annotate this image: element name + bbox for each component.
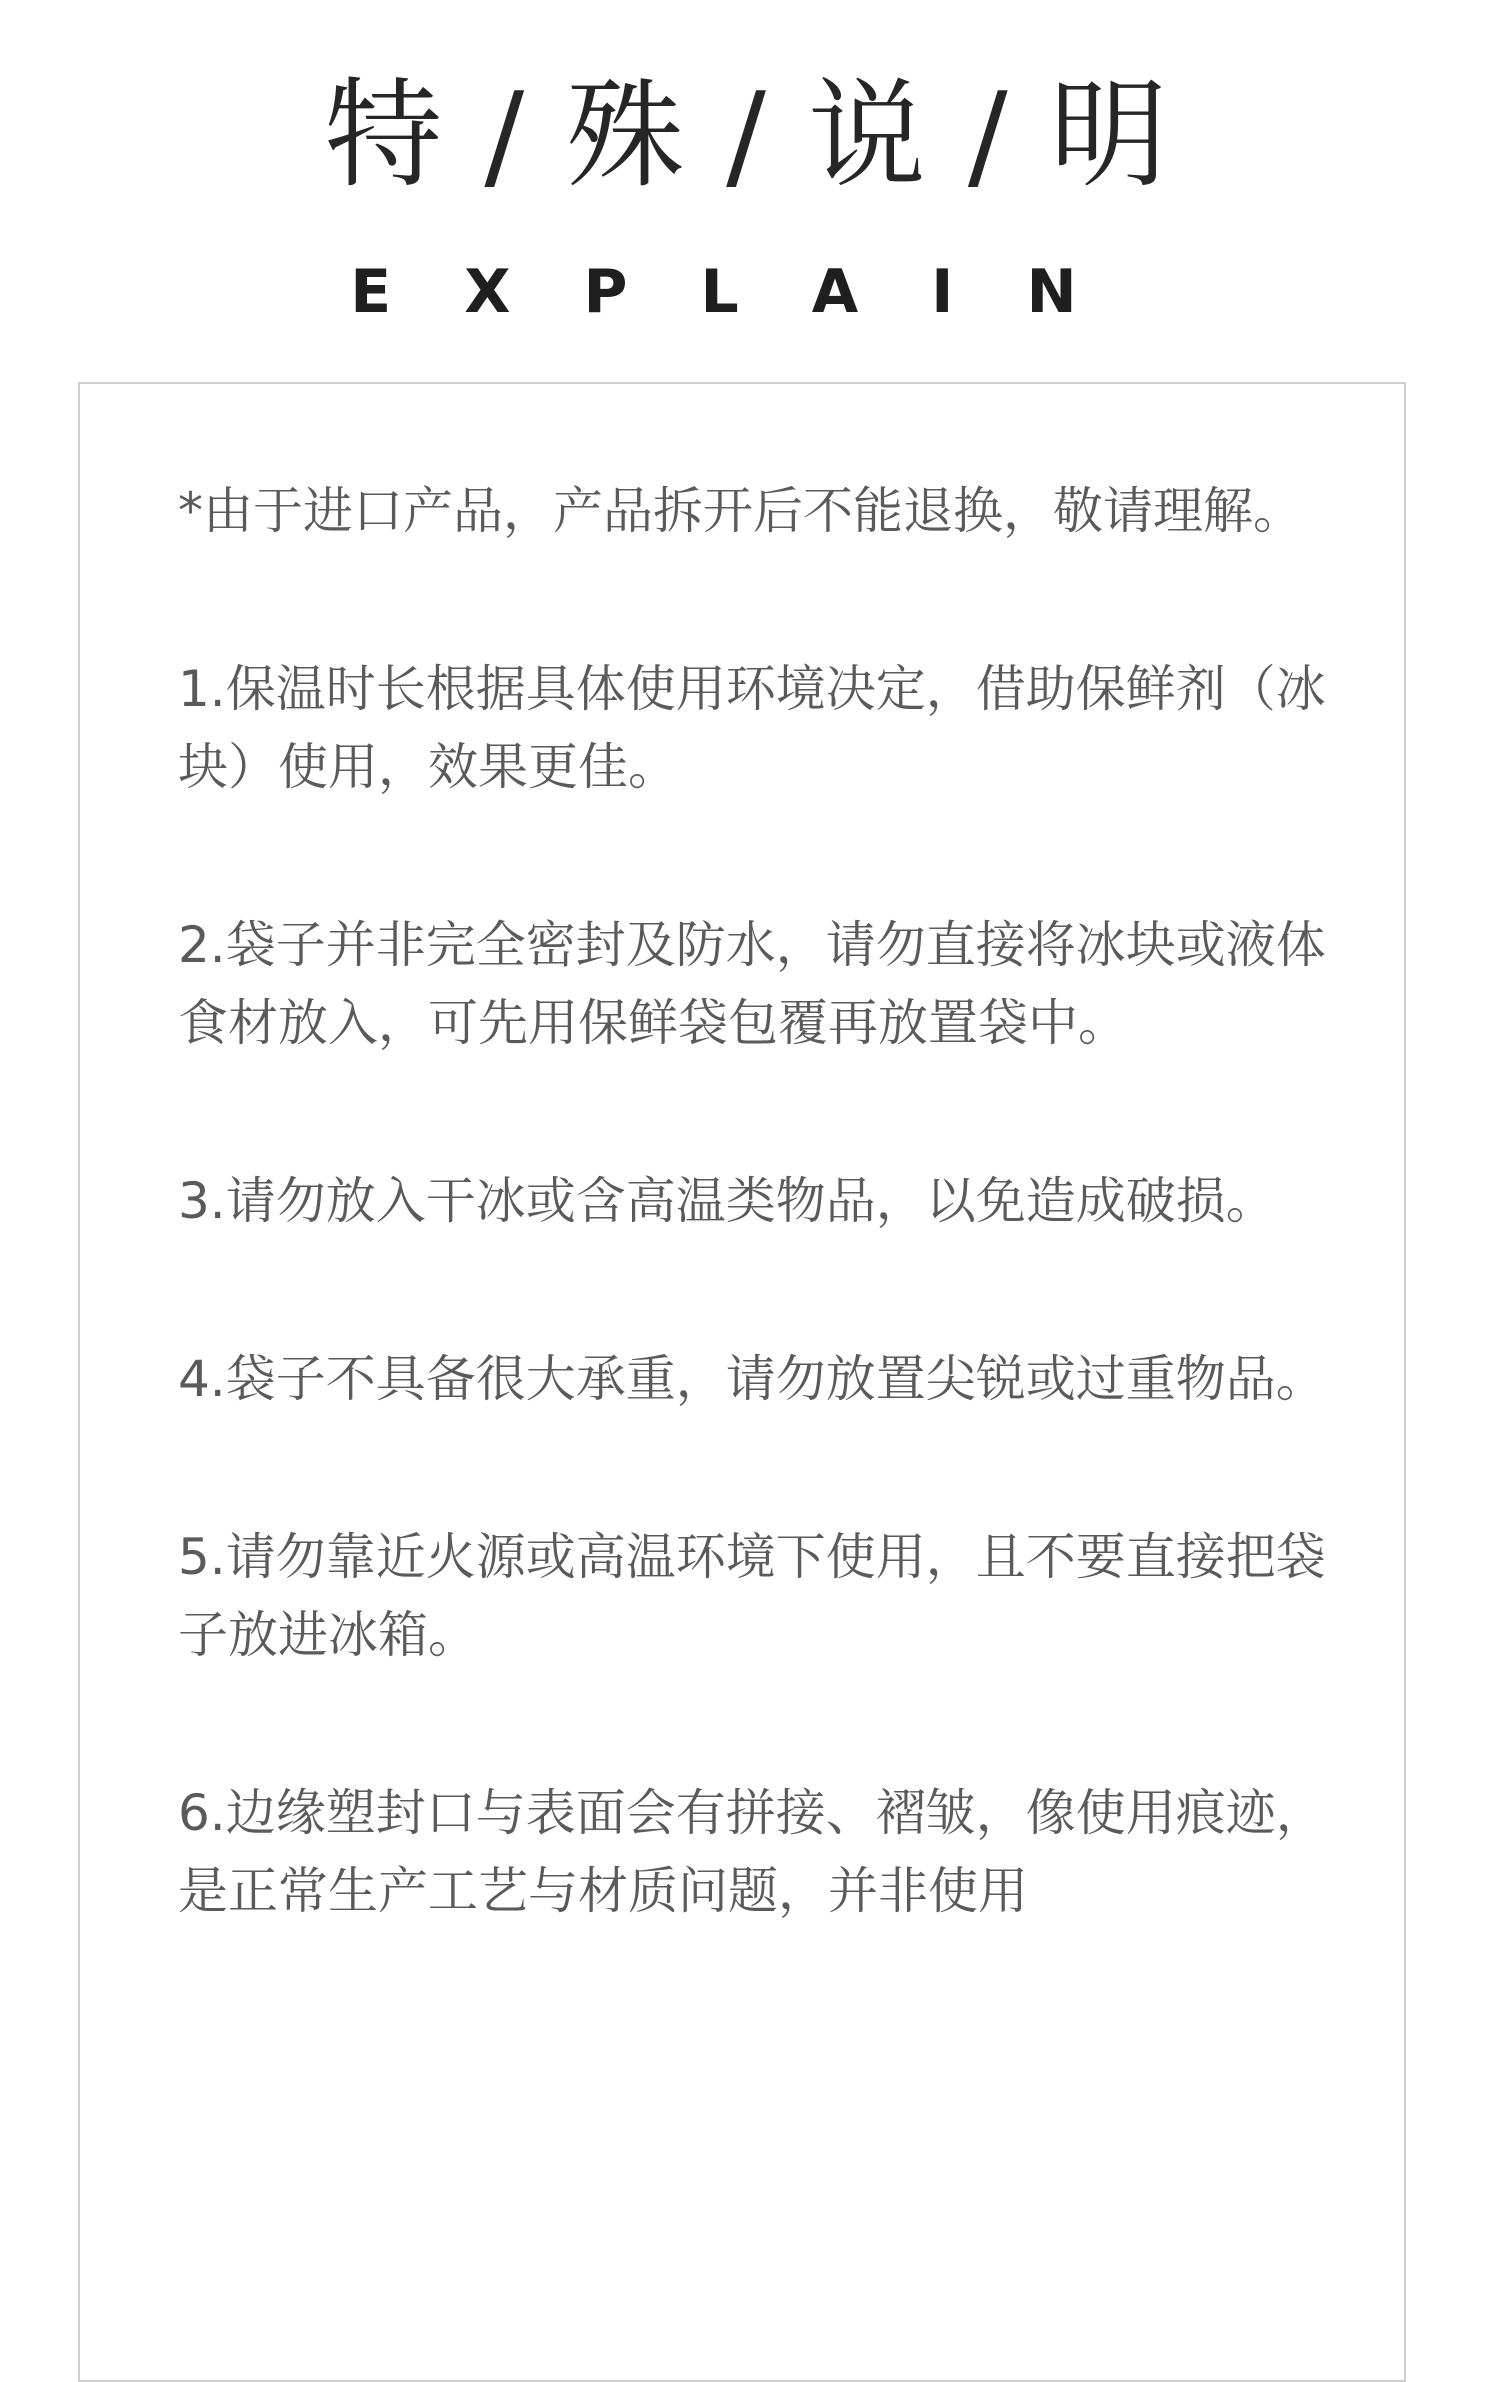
notes-list [178,472,1328,2030]
notice-box [78,382,1406,2382]
page-header [0,60,1500,327]
title-char: 特 [324,66,451,204]
note-item: 3.请勿放入干冰或含高温类物品，以免造成破损。 [178,1172,1276,1230]
note-item: *由于进口产品，产品拆开后不能退换，敬请理解。 [178,482,1303,540]
title-char: 明 [1049,66,1176,204]
note-item: 5.请勿靠近火源或高温环境下使用，且不要直接把袋子放进冰箱。 [178,1528,1326,1664]
note-item: 6.边缘塑封口与表面会有拼接、褶皱，像使用痕迹，是正常生产工艺与材质问题，并非使用 [178,1784,1326,1920]
note-item: 1.保温时长根据具体使用环境决定，借助保鲜剂（冰块）使用，效果更佳。 [178,660,1326,796]
title-separator: / [967,66,1016,204]
page-subtitle: EXPLAIN [350,257,1150,327]
title-char: 殊 [566,66,693,204]
page-title [0,60,1500,210]
title-separator: / [726,66,774,204]
title-char: 说 [807,66,934,204]
note-item: 2.袋子并非完全密封及防水，请勿直接将冰块或液体食材放入，可先用保鲜袋包覆再放置袋中。 [178,916,1326,1052]
note-item: 4.袋子不具备很大承重，请勿放置尖锐或过重物品。 [178,1350,1326,1408]
title-separator: / [484,66,533,204]
